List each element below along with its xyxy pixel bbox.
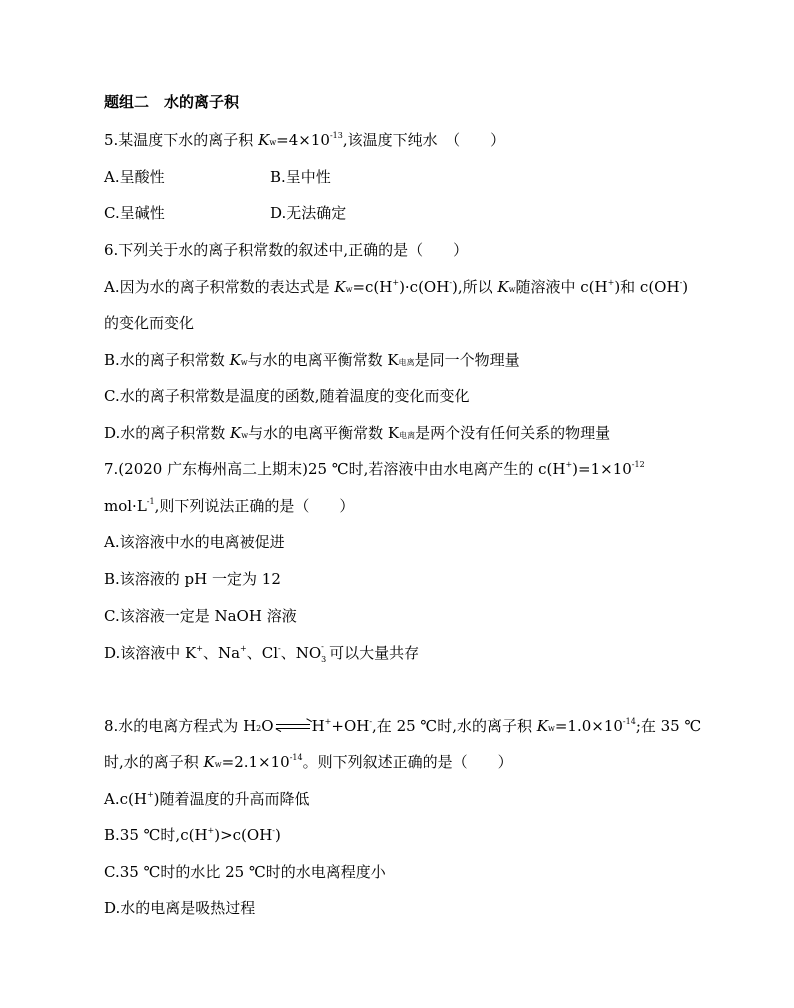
q6-stem: 6.下列关于水的离子积常数的叙述中,正确的是（ ） (104, 241, 469, 259)
q6-option-c: C.水的离子积常数是温度的函数,随着温度的变化而变化 (104, 387, 470, 405)
q8-option-c: C.35 ℃时的水比 25 ℃时的水电离程度小 (104, 863, 386, 881)
no3-charge: - 3 (321, 642, 327, 664)
q7-option-d: D.该溶液中 K+、Na+、Cl-、NO - 3 可以大量共存 (104, 642, 420, 664)
q6-option-b: B.水的离子积常数 $K_w$与水的电离平衡常数 $K_{电离}$是同一个物理量 (104, 351, 520, 369)
q8-option-b: B.35 ℃时,c(H+)>c(OH-) (104, 826, 281, 844)
q5-option-c: C.呈碱性 (104, 204, 165, 222)
q7-option-c: C.该溶液一定是 NaOH 溶液 (104, 607, 297, 625)
q5-option-a: A.呈酸性 (104, 168, 165, 186)
q5-stem: 5.某温度下水的离子积 $K_w=4\times 10^{-13}$,该温度下纯水 （ ） (104, 131, 506, 149)
q8-option-d: D.水的电离是吸热过程 (104, 899, 256, 917)
q7-stem: 7.(2020 广东梅州高二上期末)25 ℃时,若溶液中由水电离产生的 $c(H^+)=1\times 10^{-12}$ (104, 460, 645, 478)
q6-option-d: D.水的离子积常数 $K_w$与水的电离平衡常数 $K_{电离}$是两个没有任何关系的物理量 (104, 424, 611, 442)
q7-stem-cont: $mol\cdot L^{-1}$,则下列说法正确的是（ ） (104, 497, 355, 515)
equilibrium-arrow-icon (276, 722, 310, 732)
q8-stem-cont: 时,水的离子积 $K_w=2.1\times 10^{-14}$。则下列叙述正确的是（ ） (104, 753, 513, 771)
q5-option-d: D.无法确定 (270, 204, 347, 222)
q8-stem: 8.水的电离方程式为 $H_2O$ H++OH-,在 25 ℃时,水的离子积 $K_w=1.0\times 10^{-14}$;在 35 ℃ (104, 717, 702, 735)
q6-option-a-cont: 的变化而变化 (104, 314, 195, 332)
q7-option-b: B.该溶液的 pH 一定为 12 (104, 570, 281, 588)
q5-option-b: B.呈中性 (270, 168, 331, 186)
section-title: 题组二 水的离子积 (104, 93, 240, 111)
q8-option-a: A.c(H+)随着温度的升高而降低 (104, 790, 310, 808)
q6-option-a: A.因为水的离子积常数的表达式是 $K_w=c(H^+)\cdot c(OH^-)$,所以 $K_w$随溶液中 c(H+)和 c(OH-) (104, 278, 689, 296)
q7-option-a: A.该溶液中水的电离被促进 (104, 533, 285, 551)
